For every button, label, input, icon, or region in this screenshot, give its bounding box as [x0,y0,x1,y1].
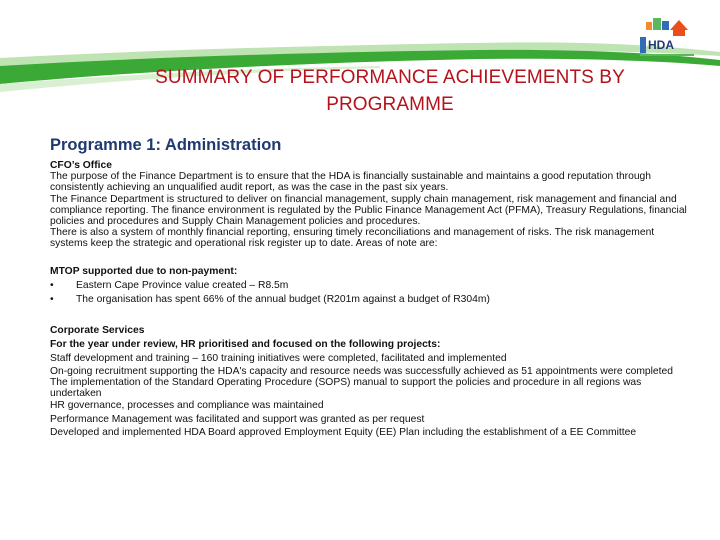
mtop-heading: MTOP supported due to non-payment: [50,265,238,277]
corporate-item: The implementation of the Standard Operating Procedure (SOPS) manual to support the policies and procedure in all regions was undertaken [50,376,642,400]
title-line-1: SUMMARY OF PERFORMANCE ACHIEVEMENTS BY [155,67,625,88]
corporate-subheading: For the year under review, HR prioritised and focused on the following projects: [50,338,441,350]
corporate-item: HR governance, processes and compliance was maintained [50,400,324,412]
corporate-item: Staff development and training – 160 training initiatives were completed, facilitated and implemented [50,352,507,364]
corporate-item: Developed and implemented HDA Board approved Employment Equity (EE) Plan including the establishment of a EE Committee [50,427,637,439]
corporate-item: Performance Management was facilitated and support was granted as per request [50,414,425,426]
hda-logo [636,14,698,60]
mtop-bullet-text: The organisation has spent 66% of the annual budget (R201m against a budget of R304m) [76,293,490,305]
corporate-item: On-going recruitment supporting the HDA's capacity and resource needs was successfully achieved as 51 appointments were completed [50,365,673,377]
hda-house-logo-icon [636,14,698,60]
cfo-paragraph-1: The purpose of the Finance Department is to ensure that the HDA is financially sustainable and maintains a good reputation through consistently achieving an unqualified audit report, as was the case in the past six years. [50,171,652,194]
bullet-dot-icon: • [50,279,54,291]
bullet-dot-icon: • [50,293,54,305]
programme-heading: Programme 1: Administration [50,136,282,154]
mtop-bullet-text: Eastern Cape Province value created – R8.5m [76,279,289,291]
logo-text: HDA [648,38,674,52]
cfo-paragraph-2: The Finance Department is structured to deliver on financial management, supply chain management, risk management and financial and compliance reporting. The finance environment is regulated by the Public Finance Management Act (PFMA), Treasury Regulations, financial policies and procedures and Supply Chain Management policies and procedures. [50,193,687,228]
cfo-heading: CFO’s Office [50,160,112,171]
corporate-heading: Corporate Services [50,324,145,336]
content-body [50,136,690,438]
cfo-paragraph-3: There is also a system of monthly financial reporting, ensuring timely reconciliations and management of risks. The risk management systems keep the strategic and operational risk register up to date. Areas of note are: [50,227,655,250]
mtop-bullet [50,279,690,293]
title-line-2: PROGRAMME [326,94,454,115]
slide-title [110,64,670,118]
mtop-bullet [50,293,690,307]
